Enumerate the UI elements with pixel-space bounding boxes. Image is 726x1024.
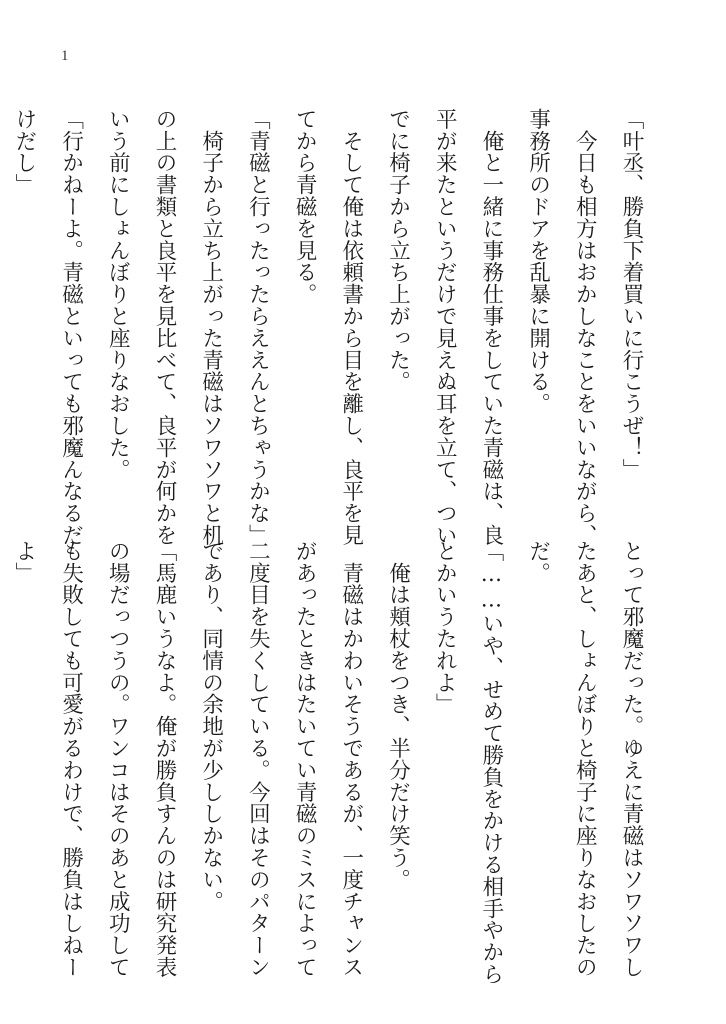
text-line: があったときはたいてい青磁のミスによって xyxy=(292,540,318,978)
text-line: 「青磁と行ったったらええんとちゃうかな」 xyxy=(245,108,271,546)
text-line: も失敗しても可愛がるわけで、勝負はしねー xyxy=(58,540,84,978)
text-line: 二度目を失くしている。今回はそのパターン xyxy=(245,540,271,978)
text-line: であり、同情の余地が少ししかない。 xyxy=(198,540,224,913)
text-line: 「……いや、せめて勝負をかける相手やから xyxy=(478,540,504,985)
text-line: よ」 xyxy=(11,540,37,584)
text-line: 平が来たというだけで見えぬ耳を立て、つい xyxy=(432,108,458,546)
text-line: 「行かねーよ。青磁といっても邪魔んなるだ xyxy=(58,108,84,546)
text-line: 今日も相方はおかしなことをいいながら、 xyxy=(572,108,598,546)
text-line: てから青磁を見る。 xyxy=(292,108,318,306)
text-line: 椅子から立ち上がった青磁はソワソワと机 xyxy=(198,108,224,546)
text-line: いう前にしょんぼりと座りなおした。 xyxy=(105,108,131,481)
text-line: たあと、しょんぼりと椅子に座りなおしたの xyxy=(572,540,598,978)
text-line: 事務所のドアを乱暴に開ける。 xyxy=(525,108,551,415)
text-line: 「叶丞、勝負下着買いに行こうぜ！」 xyxy=(619,108,644,481)
text-line: そして俺は依頼書から目を離し、良平を見 xyxy=(338,108,364,546)
text-line: けだし」 xyxy=(11,108,37,196)
page-number: 1 xyxy=(61,48,69,64)
text-line: 青磁はかわいそうであるが、一度チャンス xyxy=(338,540,364,978)
text-line: だ。 xyxy=(525,540,551,584)
text-block-top xyxy=(0,108,654,546)
text-line: 俺は頬杖をつき、半分だけ笑う。 xyxy=(385,540,411,891)
text-line: でに椅子から立ち上がった。 xyxy=(385,108,411,393)
text-line: 「馬鹿いうなよ。俺が勝負すんのは研究発表 xyxy=(151,540,177,978)
text-line: の場だっつうの。ワンコはそのあと成功して xyxy=(105,540,131,978)
text-block-bottom xyxy=(0,540,654,985)
text-line: 俺と一緒に事務仕事をしていた青磁は、良 xyxy=(478,108,504,546)
text-line: とかいうたれよ」 xyxy=(432,540,458,716)
text-line: とって邪魔だった。ゆえに青磁はソワソワし xyxy=(619,540,644,978)
text-line: の上の書類と良平を見比べて、良平が何かを xyxy=(151,108,177,546)
